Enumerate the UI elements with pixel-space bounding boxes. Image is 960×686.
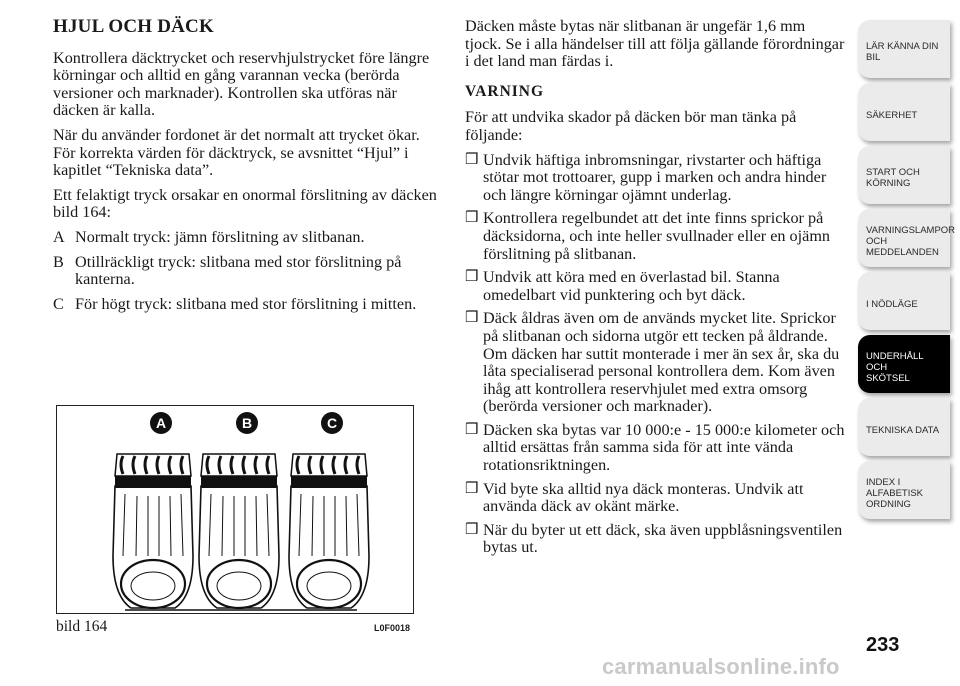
- chapter-tabs: [858, 20, 956, 524]
- item-letter: C: [53, 294, 64, 313]
- item-text: Otillräckligt tryck: slitbana med stor förslitning på kanterna.: [75, 252, 402, 289]
- tire-wear-figure: [56, 405, 414, 614]
- tire-c-illustration: [289, 454, 369, 608]
- list-item: [53, 229, 438, 247]
- bullet-text: Undvik häftiga inbromsningar, rivstarter och häftiga stötar mot trottoarer, gupp i marken och andra hinder och längre körningar ojämnt underlag.: [483, 150, 827, 204]
- list-item: [465, 269, 845, 304]
- list-item: [465, 210, 845, 263]
- list-item: [465, 152, 845, 205]
- checkbox-bullet-icon: ❒: [465, 210, 479, 227]
- checkbox-bullet-icon: ❒: [465, 421, 479, 438]
- bullet-text: Kontrollera regelbundet att det inte finns sprickor på däcksidorna, och inte heller svullnader eller en ojämn förslitning på slitbanan.: [483, 209, 831, 263]
- tire-b-illustration: [199, 454, 279, 608]
- figure-caption: [56, 618, 414, 636]
- item-letter: B: [53, 252, 64, 271]
- tab-index[interactable]: [858, 461, 950, 519]
- checkbox-bullet-icon: ❒: [465, 521, 479, 538]
- list-item: [465, 310, 845, 416]
- item-letter: A: [53, 227, 65, 246]
- paragraph: Kontrollera däcktrycket och reservhjulstrycket före längre körningar och alltid en gång varannan vecka (berörda versioner och marknader). Kontrollen ska utföras när däcken är kalla.: [53, 48, 430, 120]
- tab-lar-kanna-din-bil[interactable]: [858, 20, 950, 78]
- paragraph: Ett felaktigt tryck orsakar en onormal förslitning av däcken bild 164:: [53, 185, 437, 222]
- checkbox-bullet-icon: ❒: [465, 310, 479, 327]
- checkbox-bullet-icon: ❒: [465, 480, 479, 497]
- list-item: [465, 522, 845, 557]
- item-text: För högt tryck: slitbana med stor förslitning i mitten.: [75, 294, 417, 313]
- warning-heading: VARNING: [465, 82, 545, 100]
- bullet-text: Undvik att köra med en överlastad bil. Stanna omedelbart vid punktering och byt däck.: [483, 268, 780, 304]
- right-column: [465, 18, 845, 563]
- tab-start-och-korning[interactable]: [858, 146, 950, 204]
- list-item: [465, 481, 845, 516]
- bullet-text: Däck åldras även om de används mycket lite. Sprickor på slitbanan och sidorna utgör ett tecken på åldrande. Om däcken har suttit monterade i mer än sex år, ska du låta specialiserad personal kontrollera dem. Kom även ihåg att kontrollera reservhjulet med extra omsorg (berörda versioner och marknader).: [483, 309, 840, 416]
- left-column: [53, 18, 438, 320]
- tire-wear-illustration: [57, 406, 412, 612]
- section-heading: HJUL OCH DÄCK: [53, 16, 214, 37]
- paragraph: När du använder fordonet är det normalt att trycket ökar. För korrekta värden för däcktryck, se avsnittet “Hjul” i kapitlet “Tekniska data”.: [53, 125, 420, 180]
- tab-label: START OCH KÖRNING: [866, 167, 920, 189]
- list-item: [53, 296, 438, 314]
- tab-label: INDEX I ALFABETISK ORDNING: [866, 476, 924, 510]
- figure-code: L0F0018: [373, 623, 410, 633]
- tab-underhall-och-skotsel[interactable]: [858, 335, 950, 393]
- list-item: [465, 422, 845, 475]
- bullet-text: Däcken ska bytas var 10 000:e - 15 000:e kilometer och alltid ersättas från samma sida för att inte vända rotationsriktningen.: [483, 420, 845, 475]
- watermark-text: carmanualsonline.info: [602, 654, 840, 679]
- tab-label: UNDERHÅLL OCH SKÖTSEL: [866, 350, 924, 384]
- tab-tekniska-data[interactable]: [858, 398, 950, 456]
- list-item: [53, 254, 438, 289]
- checkbox-bullet-icon: ❒: [465, 151, 479, 168]
- paragraph: Däcken måste bytas när slitbanan är ungefär 1,6 mm tjock. Se i alla händelser till att följa gällande förordningar i det land man färdas i.: [465, 17, 845, 71]
- tire-label-a: A: [155, 415, 167, 431]
- tab-label: LÄR KÄNNA DIN BIL: [866, 41, 939, 63]
- figure-caption-text: bild 164: [56, 618, 108, 635]
- checkbox-bullet-icon: ❒: [465, 269, 479, 286]
- bullet-text: När du byter ut ett däck, ska även uppblåsningsventilen bytas ut.: [483, 520, 843, 557]
- bullet-text: Vid byte ska alltid nya däck monteras. Undvik att använda däck av okänt märke.: [483, 479, 804, 516]
- tab-label: SÄKERHET: [866, 109, 918, 121]
- item-text: Normalt tryck: jämn förslitning av slitbanan.: [75, 227, 365, 246]
- tire-a-illustration: [113, 454, 193, 608]
- tab-label: I NÖDLÄGE: [866, 298, 918, 310]
- tab-label: TEKNISKA DATA: [866, 424, 940, 436]
- tire-label-c: C: [326, 415, 338, 431]
- page-number: 233: [866, 634, 900, 656]
- tab-sakerhet[interactable]: [858, 83, 950, 141]
- warning-intro: För att undvika skador på däcken bör man tänka på följande:: [465, 108, 797, 144]
- tire-label-b: B: [241, 415, 253, 431]
- tab-i-nodlage[interactable]: [858, 272, 950, 330]
- tab-varningslampor[interactable]: [858, 209, 956, 267]
- tab-label: VARNINGSLAMPOR OCH MEDDELANDEN: [866, 224, 956, 258]
